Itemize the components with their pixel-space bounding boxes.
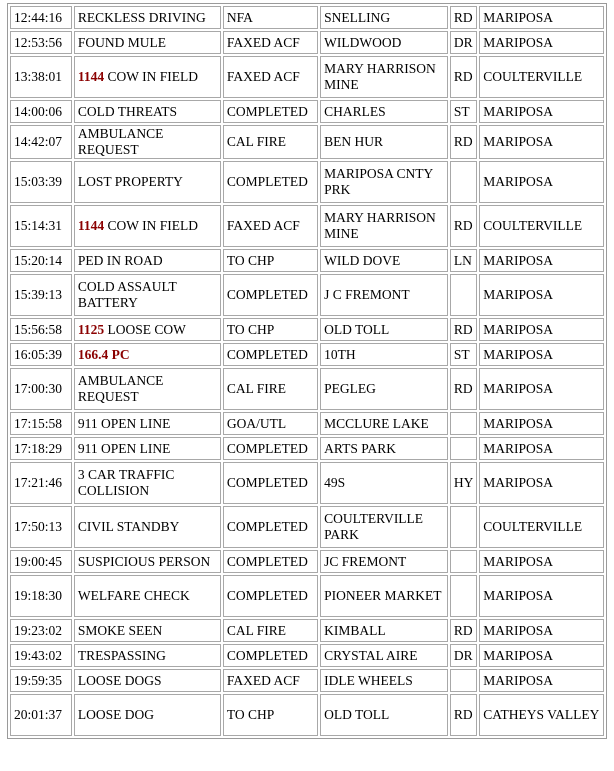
penal-code: 1144 [77,218,105,233]
call-type-cell [74,619,221,642]
disposition-cell: COMPLETED [223,437,318,460]
city-cell: MARIPOSA [479,31,604,54]
street-cell: PEGLEG [320,368,448,410]
call-type-cell [74,125,221,159]
call-type-cell [74,343,221,366]
street-type-cell [450,161,477,203]
street-cell: MARIPOSA CNTY PRK [320,161,448,203]
call-type-cell [74,6,221,29]
call-description: SUSPICIOUS PERSON [77,553,211,569]
street-type-cell: DR [450,31,477,54]
disposition-cell: COMPLETED [223,100,318,123]
street-cell: MARY HARRISON MINE [320,205,448,247]
city-cell: MARIPOSA [479,619,604,642]
city-cell: MARIPOSA [479,462,604,504]
time-cell: 16:05:39 [10,343,72,366]
time-cell: 19:43:02 [10,644,72,667]
call-description: PED IN ROAD [77,252,163,268]
time-cell: 12:44:16 [10,6,72,29]
table-row [10,205,604,247]
call-type-cell [74,205,221,247]
call-description: SMOKE SEEN [77,622,163,638]
street-cell: OLD TOLL [320,694,448,736]
time-cell: 19:23:02 [10,619,72,642]
street-cell: MCCLURE LAKE [320,412,448,435]
call-description: COW IN FIELD [107,69,198,84]
city-cell: MARIPOSA [479,437,604,460]
city-cell: CATHEYS VALLEY [479,694,604,736]
call-type-cell [74,462,221,504]
call-type-cell [74,506,221,548]
table-row [10,56,604,98]
call-type-cell [74,56,221,98]
table-row [10,644,604,667]
disposition-cell: GOA/UTL [223,412,318,435]
table-row [10,550,604,573]
disposition-cell: COMPLETED [223,274,318,316]
street-cell: JC FREMONT [320,550,448,573]
call-type-cell [74,31,221,54]
table-row [10,249,604,272]
time-cell: 19:00:45 [10,550,72,573]
penal-code: 1144 [77,69,105,84]
table-row [10,412,604,435]
street-type-cell: ST [450,343,477,366]
city-cell: MARIPOSA [479,412,604,435]
disposition-cell: TO CHP [223,694,318,736]
disposition-cell: COMPLETED [223,644,318,667]
disposition-cell: COMPLETED [223,343,318,366]
call-description: WELFARE CHECK [77,588,190,603]
time-cell: 15:20:14 [10,249,72,272]
table-row [10,161,604,203]
disposition-cell: COMPLETED [223,462,318,504]
call-description: COLD THREATS [77,103,177,119]
street-cell: 49S [320,462,448,504]
street-cell: BEN HUR [320,125,448,159]
disposition-cell: FAXED ACF [223,56,318,98]
disposition-cell: CAL FIRE [223,368,318,410]
street-cell: MARY HARRISON MINE [320,56,448,98]
time-cell: 15:03:39 [10,161,72,203]
city-cell: MARIPOSA [479,100,604,123]
city-cell: MARIPOSA [479,6,604,29]
time-cell: 15:56:58 [10,318,72,341]
street-type-cell: ST [450,100,477,123]
city-cell: MARIPOSA [479,274,604,316]
time-cell: 17:21:46 [10,462,72,504]
table-row [10,619,604,642]
time-cell: 13:38:01 [10,56,72,98]
call-type-cell [74,437,221,460]
street-cell: KIMBALL [320,619,448,642]
city-cell: MARIPOSA [479,368,604,410]
call-description: LOST PROPERTY [77,174,183,189]
street-cell: WILDWOOD [320,31,448,54]
disposition-cell: COMPLETED [223,575,318,617]
table-row [10,274,604,316]
time-cell: 17:15:58 [10,412,72,435]
call-type-cell [74,550,221,573]
street-cell: 10TH [320,343,448,366]
city-cell: COULTERVILLE [479,205,604,247]
table-row [10,31,604,54]
street-type-cell [450,412,477,435]
city-cell: MARIPOSA [479,125,604,159]
table-row [10,343,604,366]
street-type-cell: RD [450,56,477,98]
street-type-cell [450,437,477,460]
time-cell: 15:39:13 [10,274,72,316]
time-cell: 19:18:30 [10,575,72,617]
disposition-cell: COMPLETED [223,550,318,573]
disposition-cell: FAXED ACF [223,669,318,692]
call-description: AMBULANCE REQUEST [77,126,164,157]
disposition-cell: NFA [223,6,318,29]
table-row [10,694,604,736]
time-cell: 14:00:06 [10,100,72,123]
street-cell: CRYSTAL AIRE [320,644,448,667]
street-cell: SNELLING [320,6,448,29]
time-cell: 17:50:13 [10,506,72,548]
street-type-cell: RD [450,318,477,341]
street-cell: J C FREMONT [320,274,448,316]
disposition-cell: COMPLETED [223,161,318,203]
call-type-cell [74,575,221,617]
street-cell: ARTS PARK [320,437,448,460]
penal-code: 166.4 PC [77,346,130,362]
call-description: 911 OPEN LINE [77,440,171,456]
call-log-body [10,6,604,736]
disposition-cell: FAXED ACF [223,31,318,54]
call-description: LOOSE COW [107,321,186,337]
city-cell: COULTERVILLE [479,56,604,98]
street-cell: CHARLES [320,100,448,123]
street-type-cell [450,669,477,692]
street-type-cell: RD [450,205,477,247]
table-row [10,100,604,123]
city-cell: MARIPOSA [479,161,604,203]
call-type-cell [74,249,221,272]
street-cell: IDLE WHEELS [320,669,448,692]
call-description: AMBULANCE REQUEST [77,373,164,404]
call-description: LOOSE DOGS [77,672,162,688]
disposition-cell: COMPLETED [223,506,318,548]
table-row [10,669,604,692]
call-type-cell [74,669,221,692]
call-type-cell [74,368,221,410]
city-cell: COULTERVILLE [479,506,604,548]
street-cell: WILD DOVE [320,249,448,272]
call-type-cell [74,644,221,667]
call-type-cell [74,318,221,341]
call-description: LOOSE DOG [77,707,154,722]
street-type-cell: RD [450,6,477,29]
disposition-cell: CAL FIRE [223,619,318,642]
table-row [10,318,604,341]
disposition-cell: TO CHP [223,318,318,341]
table-row [10,506,604,548]
city-cell: MARIPOSA [479,249,604,272]
penal-code: 1125 [77,321,105,337]
street-type-cell: RD [450,619,477,642]
call-description: FOUND MULE [77,34,166,50]
city-cell: MARIPOSA [479,669,604,692]
street-type-cell: RD [450,694,477,736]
call-type-cell [74,161,221,203]
call-type-cell [74,274,221,316]
street-type-cell [450,274,477,316]
street-cell: COULTERVILLE PARK [320,506,448,548]
street-type-cell: RD [450,125,477,159]
call-description: 3 CAR TRAFFIC COLLISION [77,467,175,498]
street-type-cell: LN [450,249,477,272]
time-cell: 17:00:30 [10,368,72,410]
street-cell: PIONEER MARKET [320,575,448,617]
table-row [10,575,604,617]
table-row [10,368,604,410]
street-type-cell: HY [450,462,477,504]
city-cell: MARIPOSA [479,550,604,573]
disposition-cell: FAXED ACF [223,205,318,247]
disposition-cell: TO CHP [223,249,318,272]
street-type-cell [450,506,477,548]
time-cell: 20:01:37 [10,694,72,736]
street-type-cell: RD [450,368,477,410]
disposition-cell: CAL FIRE [223,125,318,159]
street-cell: OLD TOLL [320,318,448,341]
table-row [10,462,604,504]
call-description: COLD ASSAULT BATTERY [77,279,177,310]
time-cell: 15:14:31 [10,205,72,247]
call-description: CIVIL STANDBY [77,519,180,534]
call-description: COW IN FIELD [107,218,198,233]
time-cell: 14:42:07 [10,125,72,159]
street-type-cell [450,575,477,617]
city-cell: MARIPOSA [479,343,604,366]
call-description: RECKLESS DRIVING [77,9,206,25]
table-row [10,125,604,159]
city-cell: MARIPOSA [479,644,604,667]
call-description: TRESPASSING [77,647,166,663]
call-description: 911 OPEN LINE [77,415,171,431]
table-row [10,437,604,460]
time-cell: 12:53:56 [10,31,72,54]
call-type-cell [74,412,221,435]
time-cell: 17:18:29 [10,437,72,460]
city-cell: MARIPOSA [479,575,604,617]
call-type-cell [74,100,221,123]
table-row [10,6,604,29]
city-cell: MARIPOSA [479,318,604,341]
call-type-cell [74,694,221,736]
street-type-cell: DR [450,644,477,667]
street-type-cell [450,550,477,573]
time-cell: 19:59:35 [10,669,72,692]
call-log-table [7,3,607,739]
